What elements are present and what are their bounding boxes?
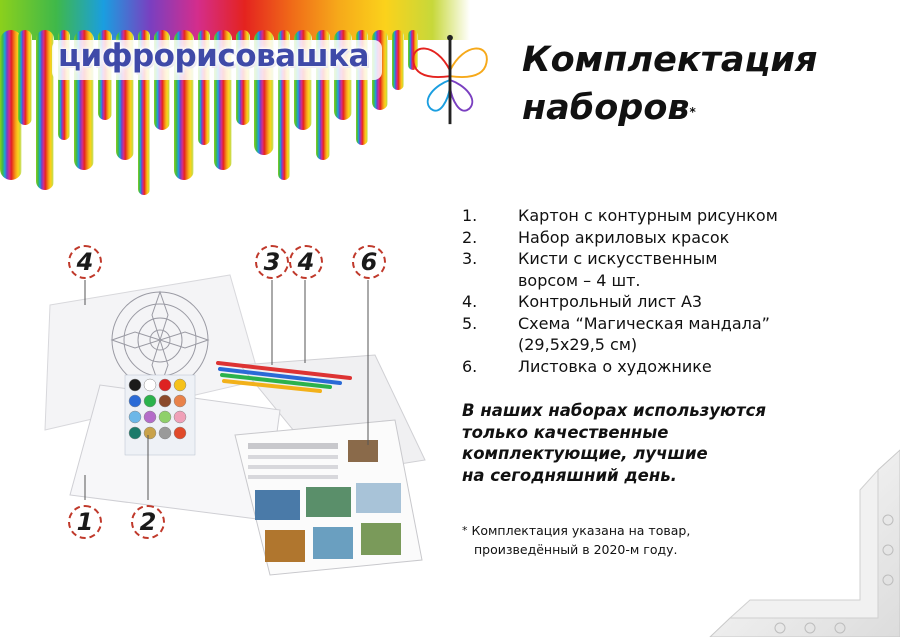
list-item xyxy=(462,248,848,291)
badge-leaflet: 6 xyxy=(352,245,386,279)
kit-contents-list xyxy=(462,205,848,377)
footnote-line: произведённый в 2020-м году. xyxy=(474,542,678,557)
paint-pots xyxy=(125,375,195,455)
badge-sheet-a3: 4 xyxy=(289,245,323,279)
decorative-frame-corner xyxy=(700,440,900,637)
list-item xyxy=(462,227,848,249)
badge-cardboard: 1 xyxy=(68,505,102,539)
badge-paints: 2 xyxy=(131,505,165,539)
paint-drips-decoration xyxy=(0,0,470,200)
list-item-text: Листовка о художнике xyxy=(518,356,712,376)
list-item-number: 5. xyxy=(462,313,478,333)
badge-sheet-a3: 4 xyxy=(68,245,102,279)
list-item xyxy=(462,291,848,313)
list-item-number: 3. xyxy=(462,249,478,268)
page-title xyxy=(522,36,817,132)
butterfly-logo-icon xyxy=(402,32,498,128)
list-item-number: 4. xyxy=(462,292,478,311)
quality-line: комплектующие, лучшие xyxy=(462,444,708,463)
badge-brushes: 3 xyxy=(255,245,289,279)
quality-line: только качественные xyxy=(462,422,669,442)
list-item-text: Контрольный лист А3 xyxy=(518,292,703,311)
quality-line: В наших наборах используются xyxy=(462,401,766,420)
list-item-text: Схема “Магическая мандала” (29,5х29,5 см) xyxy=(518,313,770,354)
list-item-number: 6. xyxy=(462,356,478,376)
title-footnote-star: * xyxy=(689,105,696,119)
list-item-text: Картон с контурным рисунком xyxy=(518,206,778,225)
title-line-1: Комплектация xyxy=(522,40,818,80)
footnote-line: Комплектация указана на товар, xyxy=(471,523,691,538)
quality-line: на сегодняшний день. xyxy=(462,465,677,485)
brand-logo-text: цифрорисовашка xyxy=(58,38,369,74)
list-item xyxy=(462,313,848,356)
list-item-text: Набор акриловых красок xyxy=(518,227,730,247)
footnote-star: * xyxy=(462,524,468,537)
list-item-text: Кисти с искусственным ворсом – 4 шт. xyxy=(518,249,718,290)
list-item-number: 1. xyxy=(462,206,478,225)
list-item xyxy=(462,205,848,227)
title-line-2: наборов xyxy=(522,88,690,128)
list-item xyxy=(462,356,848,378)
list-item-number: 2. xyxy=(462,227,478,247)
